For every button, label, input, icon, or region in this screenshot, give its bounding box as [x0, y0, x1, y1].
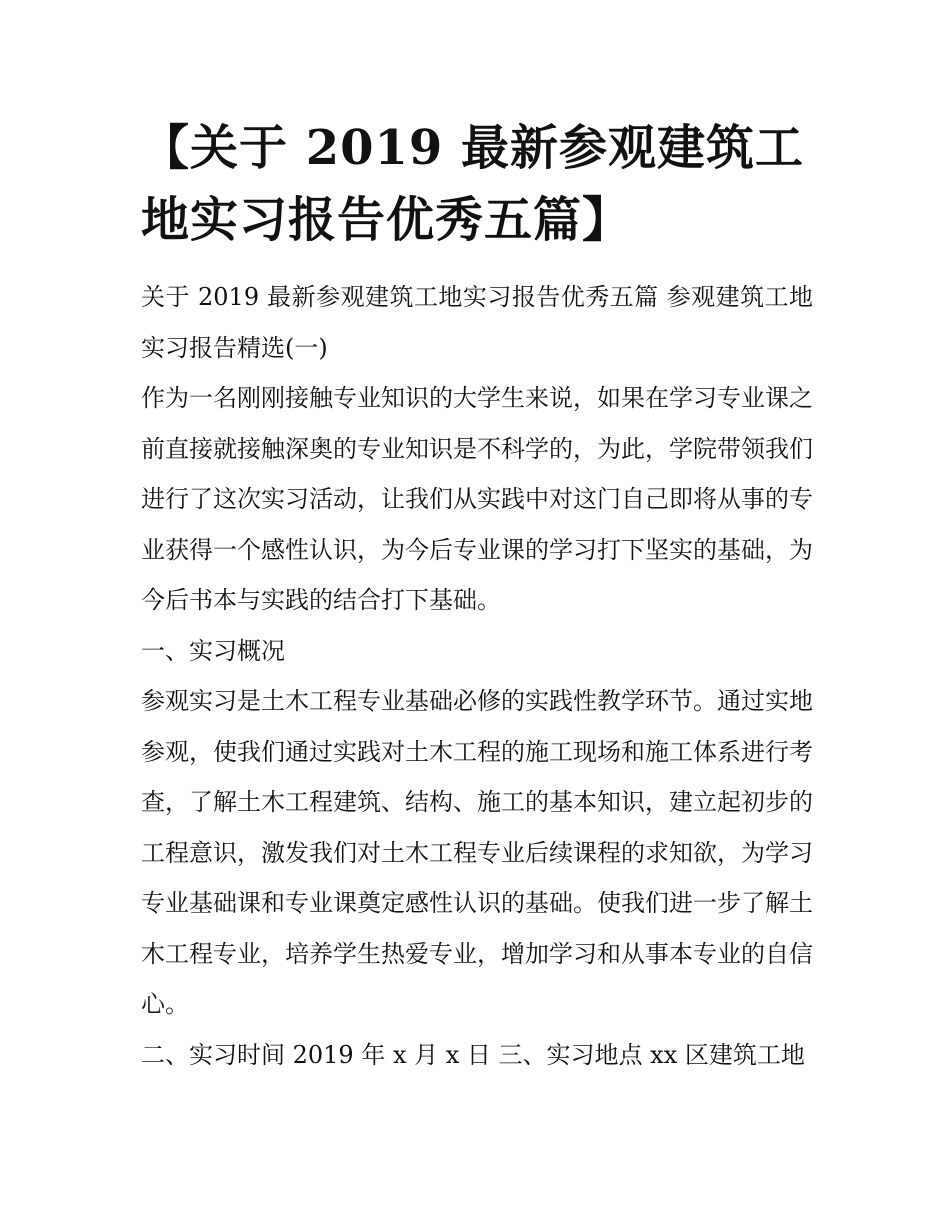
document-title: 【关于 2019 最新参观建筑工地实习报告优秀五篇】 [141, 120, 805, 248]
document-body [141, 272, 813, 1080]
paragraph-heading-line: 关于 2019 最新参观建筑工地实习报告优秀五篇 参观建筑工地实习报告精选(一) [141, 283, 813, 362]
paragraph-intro: 作为一名刚刚接触专业知识的大学生来说，如果在学习专业课之前直接就接触深奥的专业知识是不科学的，为此，学院带领我们进行了这次实习活动，让我们从实践中对这门自己即将从事的专业获得一个感性认识，为今后专业课的学习打下坚实的基础，为今后书本与实践的结合打下基础。 [141, 384, 813, 614]
paragraph-overview: 参观实习是土木工程专业基础必修的实践性教学环节。通过实地参观，使我们通过实践对土木工程的施工现场和施工体系进行考查，了解土木工程建筑、结构、施工的基本知识，建立起初步的工程意识，激发我们对土木工程专业后续课程的求知欲，为学习专业基础课和专业课奠定感性认识的基础。使我们进一步了解土木工程专业，培养学生热爱专业，增加学习和从事本专业的自信心。 [141, 687, 813, 1018]
section-heading-overview: 一、实习概况 [141, 636, 285, 665]
paragraph-time-location: 二、实习时间 2019 年 x 月 x 日 三、实习地点 xx 区建筑工地 [141, 1040, 805, 1069]
document-page [141, 112, 813, 1080]
